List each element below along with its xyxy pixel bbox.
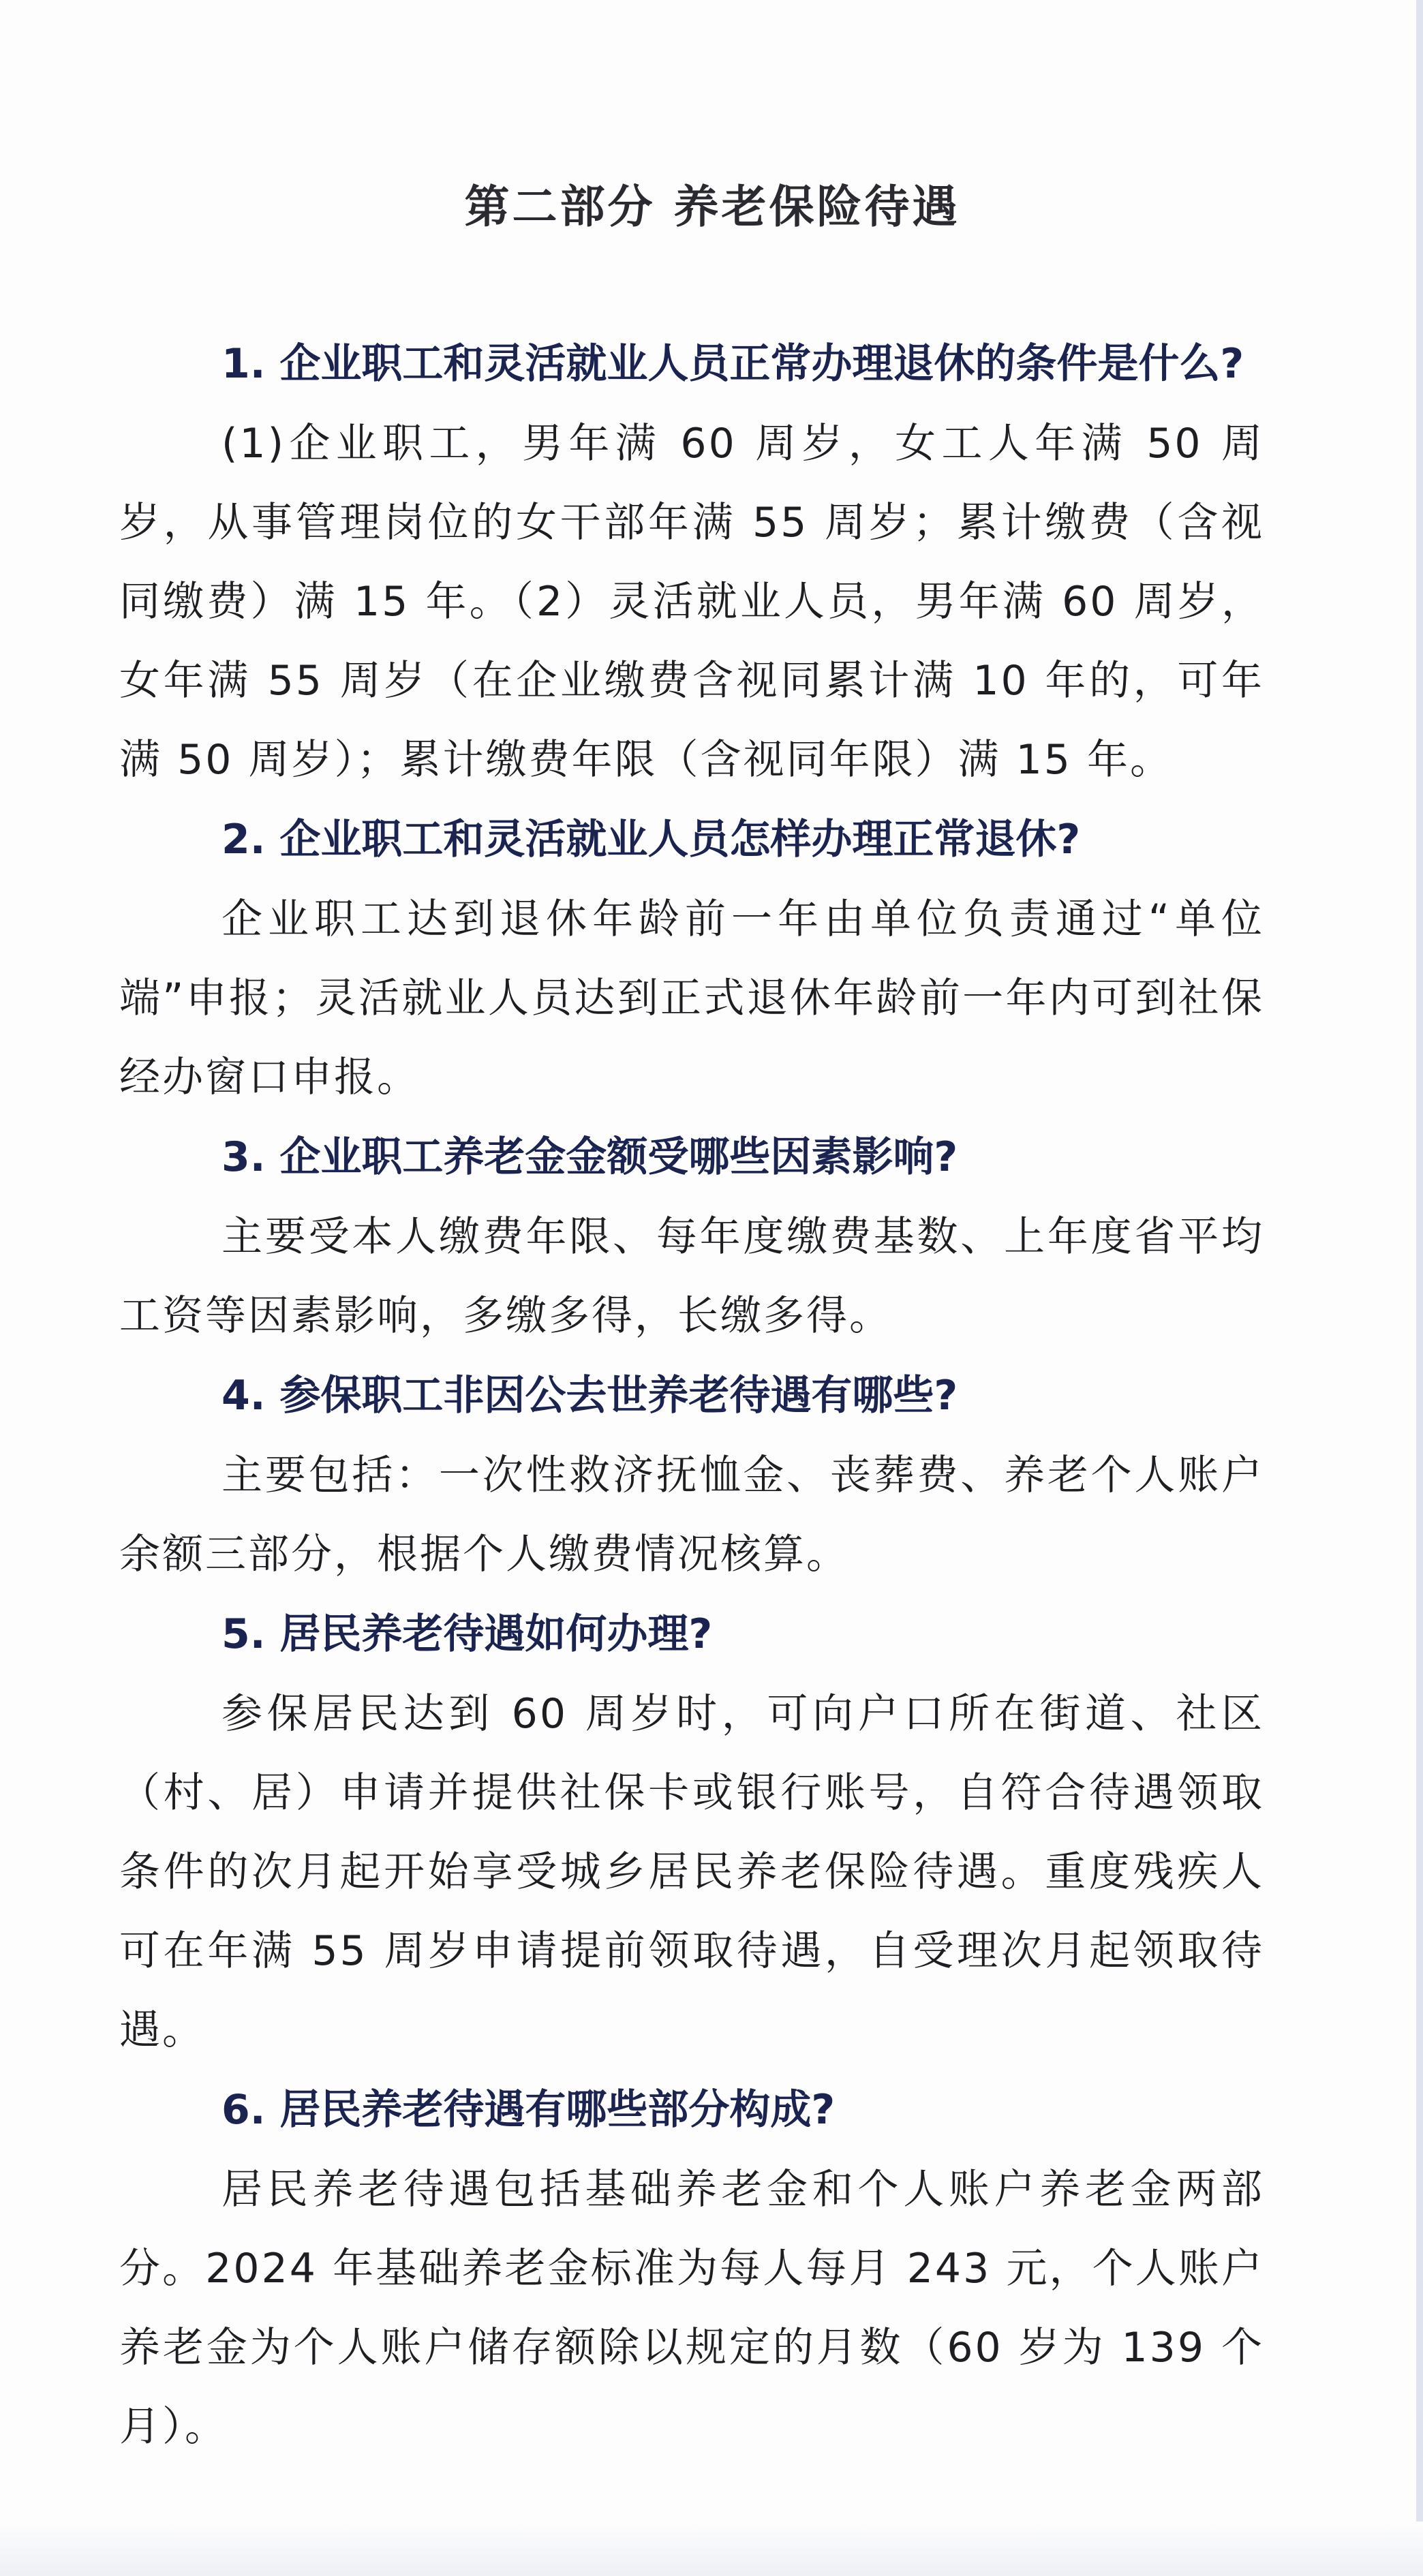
- question-2: 2. 企业职工和灵活就业人员怎样办理正常退休?: [221, 816, 1081, 863]
- question-1: 1. 企业职工和灵活就业人员正常办理退休的条件是什么?: [221, 340, 1244, 388]
- answer-4: 主要包括：一次性救济抚恤金、丧葬费、养老个人账户余额三部分，根据个人缴费情况核算。: [119, 1452, 1264, 1578]
- answer-3: 主要受本人缴费年限、每年度缴费基数、上年度省平均工资等因素影响，多缴多得，长缴多得。: [119, 1213, 1264, 1340]
- page-bottom-shade: [0, 2521, 1423, 2576]
- question-6: 6. 居民养老待遇有哪些部分构成?: [221, 2086, 836, 2134]
- answer-2: 企业职工达到退休年龄前一年由单位负责通过“单位端”申报；灵活就业人员达到正式退休年龄前一年内可到社保经办窗口申报。: [119, 895, 1264, 1101]
- question-5: 5. 居民养老待遇如何办理?: [221, 1610, 713, 1658]
- answer-5: 参保居民达到 60 周岁时，可向户口所在街道、社区（村、居）申请并提供社保卡或银行账号，自符合待遇领取条件的次月起开始享受城乡居民养老保险待遇。重度残疾人可在年满 55 周岁申请提前领取待遇，自受理次月起领取待遇。: [119, 1690, 1264, 2054]
- document-body: [119, 170, 1264, 2466]
- question-4: 4. 参保职工非因公去世养老待遇有哪些?: [221, 1372, 958, 1420]
- answer-6: 居民养老待遇包括基础养老金和个人账户养老金两部分。2024 年基础养老金标准为每人每月 243 元，个人账户养老金为个人账户储存额除以规定的月数（60 岁为 139 个月）。: [119, 2166, 1264, 2451]
- page-title: 第二部分 养老保险待遇: [464, 180, 960, 233]
- question-3: 3. 企业职工养老金金额受哪些因素影响?: [221, 1133, 958, 1181]
- answer-1: (1)企业职工，男年满 60 周岁，女工人年满 50 周岁，从事管理岗位的女干部年满 55 周岁；累计缴费（含视同缴费）满 15 年。（2）灵活就业人员，男年满 60 周岁，女年满 55 周岁（在企业缴费含视同累计满 10 年的，可年满 50 周岁）；累计缴费年限（含视同年限）满 15 年。: [119, 420, 1264, 784]
